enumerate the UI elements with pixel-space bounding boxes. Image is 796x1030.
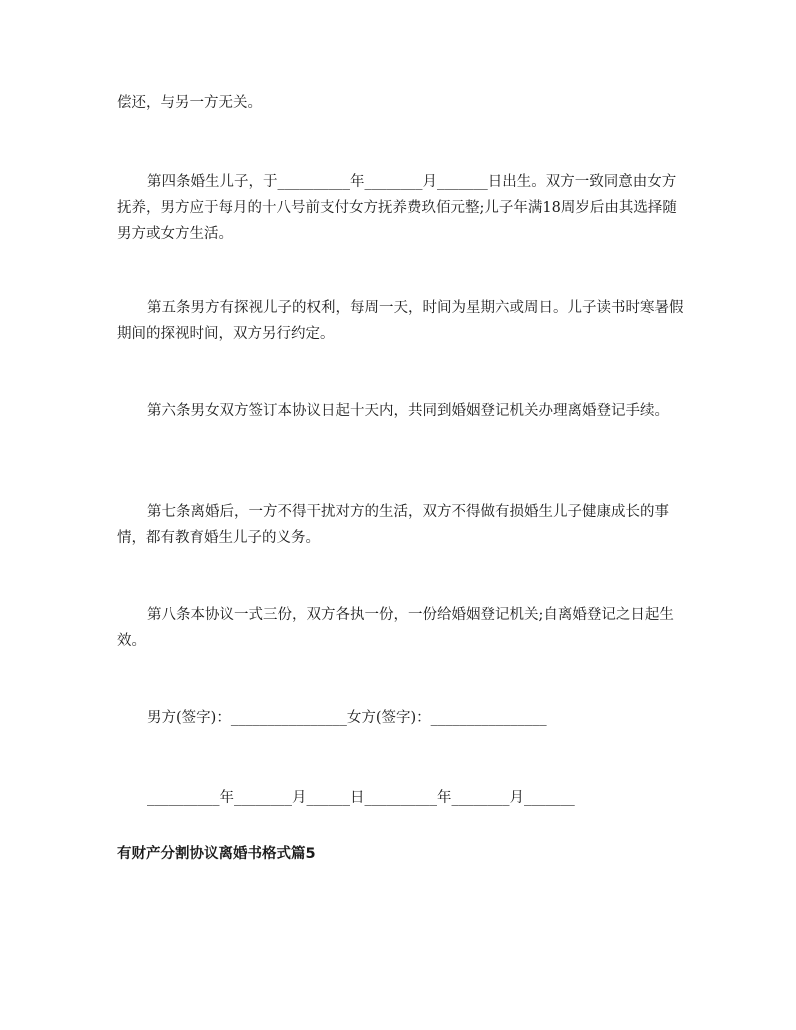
paragraph-article-6: 第六条男女双方签订本协议日起十天内，共同到婚姻登记机关办理离婚登记手续。 bbox=[147, 403, 669, 419]
section-heading: 有财产分割协议离婚书格式篇5 bbox=[117, 846, 316, 862]
date-line: __________年________月______日__________年________月_______ bbox=[147, 790, 575, 806]
paragraph-article-4: 第四条婚生儿子，于__________年________月_______日出生。双方一致同意由女方抚养，男方应于每月的十八号前支付女方抚养费玖佰元整;儿子年满18周岁后由其选择随男方或女方生活。 bbox=[117, 174, 677, 242]
paragraph-article-5: 第五条男方有探视儿子的权利，每周一天，时间为星期六或周日。儿子读书时寒暑假期间的探视时间，双方另行约定。 bbox=[117, 300, 684, 342]
paragraph-article-7: 第七条离婚后，一方不得干扰对方的生活，双方不得做有损婚生儿子健康成长的事情，都有教育婚生儿子的义务。 bbox=[117, 504, 669, 546]
paragraph-continuation: 偿还，与另一方无关。 bbox=[117, 95, 262, 111]
paragraph-article-8: 第八条本协议一式三份，双方各执一份，一份给婚姻登记机关;自离婚登记之日起生效。 bbox=[117, 607, 674, 649]
signature-line: 男方(签字)：________________女方(签字)：________________ bbox=[147, 710, 547, 726]
